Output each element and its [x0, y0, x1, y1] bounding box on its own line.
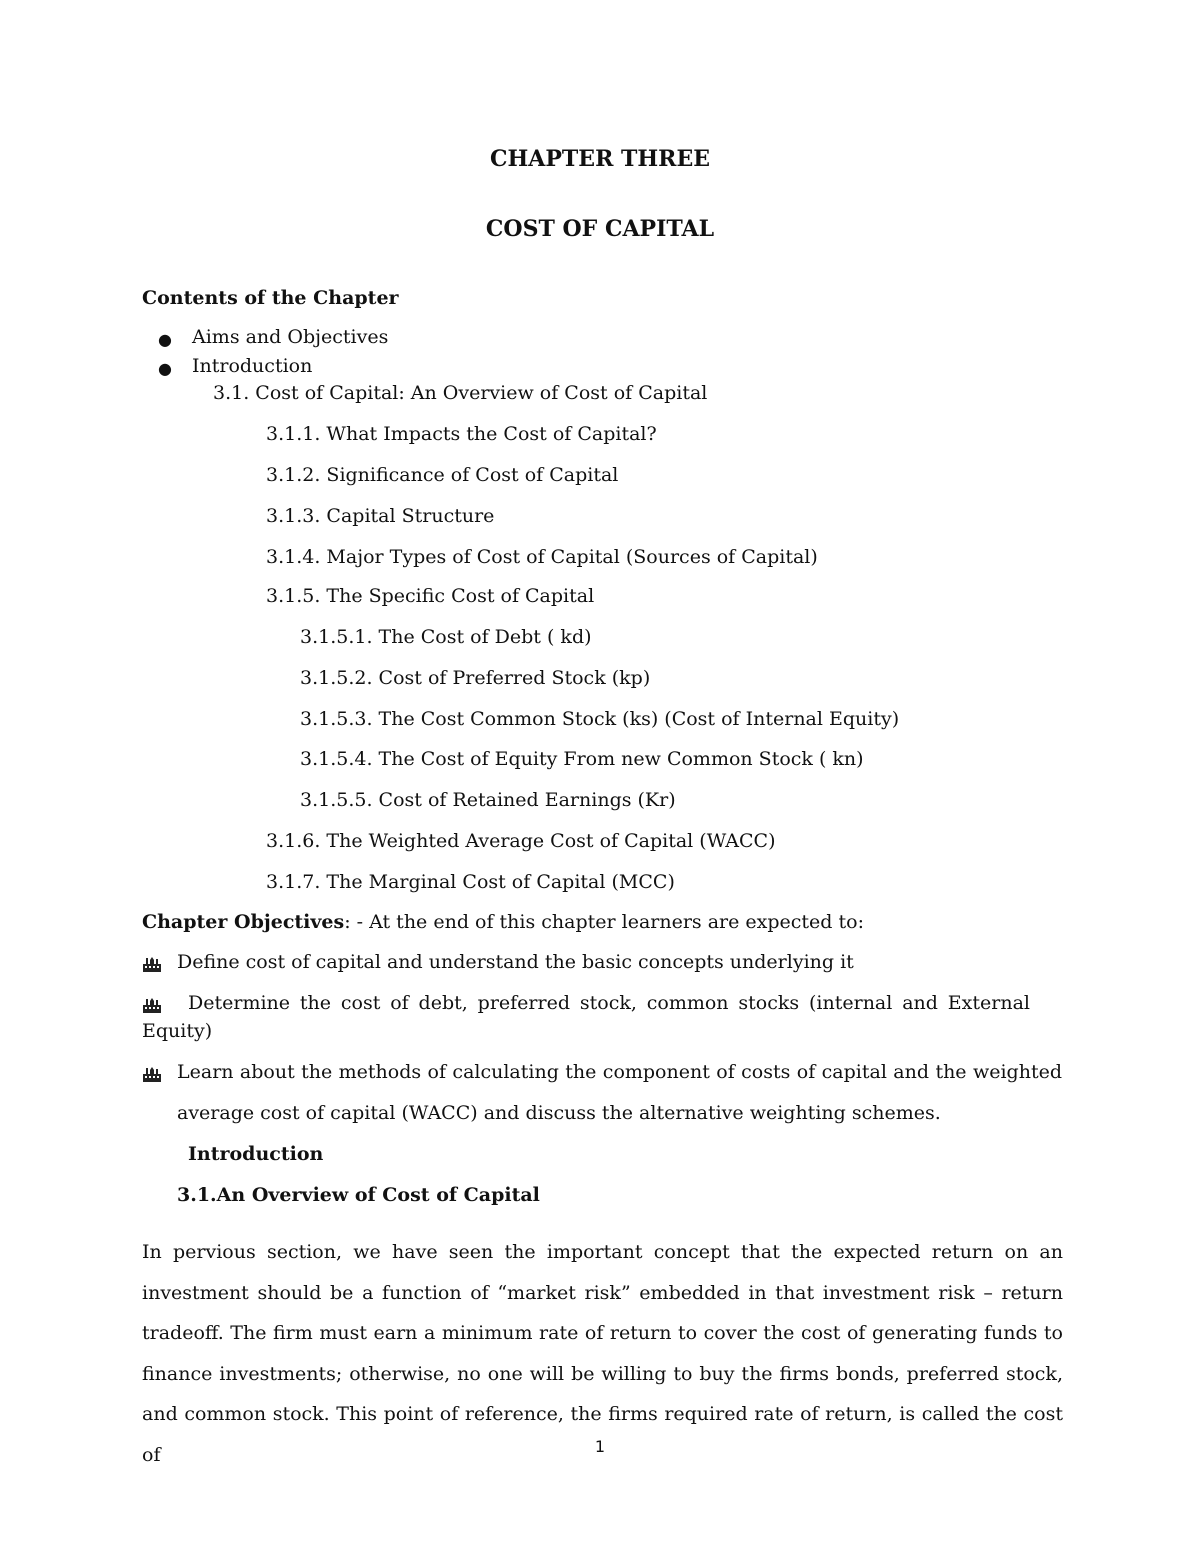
- paragraph-line: finance investments; otherwise, no one will be willing to buy the firms bonds, preferred stock,: [142, 1362, 1063, 1385]
- toc-entry: 3.1.5. The Specific Cost of Capital: [266, 585, 595, 607]
- objective-item-continued: Equity): [142, 1020, 213, 1042]
- chapter-label: CHAPTER THREE: [490, 146, 710, 172]
- objective-item-continued: average cost of capital (WACC) and discuss the alternative weighting schemes.: [177, 1102, 941, 1124]
- paragraph-line: investment should be a function of “market risk” embedded in that investment risk – return: [142, 1281, 1063, 1304]
- paragraph-line: In pervious section, we have seen the important concept that the expected return on an: [142, 1241, 1063, 1263]
- building-icon: [142, 996, 162, 1014]
- objective-item: Learn about the methods of calculating the component of costs of capital and the weighted: [177, 1061, 1062, 1083]
- bullet-icon: ●: [158, 330, 172, 349]
- toc-entry: 3.1.5.4. The Cost of Equity From new Common Stock ( kn): [300, 748, 864, 770]
- contents-bullet: Introduction: [192, 355, 313, 377]
- objectives-intro-text: : - At the end of this chapter learners are expected to:: [344, 911, 864, 933]
- objective-item: Determine the cost of debt, preferred stock, common stocks (internal and External: [188, 992, 1030, 1014]
- toc-entry: 3.1.2. Significance of Cost of Capital: [266, 464, 619, 486]
- toc-entry: 3.1.7. The Marginal Cost of Capital (MCC): [266, 871, 675, 893]
- toc-entry: 3.1.4. Major Types of Cost of Capital (Sources of Capital): [266, 546, 818, 568]
- section-heading: 3.1.An Overview of Cost of Capital: [177, 1184, 540, 1206]
- toc-entry: 3.1.1. What Impacts the Cost of Capital?: [266, 423, 657, 445]
- toc-entry: 3.1. Cost of Capital: An Overview of Cost of Capital: [213, 382, 708, 404]
- contents-heading: Contents of the Chapter: [142, 287, 399, 309]
- intro-heading: Introduction: [188, 1143, 324, 1165]
- bullet-icon: ●: [158, 359, 172, 378]
- contents-bullet: Aims and Objectives: [192, 326, 389, 348]
- toc-entry: 3.1.5.2. Cost of Preferred Stock (kp): [300, 667, 651, 689]
- objectives-intro: [142, 911, 864, 933]
- objectives-label: Chapter Objectives: [142, 911, 345, 933]
- toc-entry: 3.1.5.1. The Cost of Debt ( kd): [300, 626, 592, 648]
- building-icon: [142, 1065, 162, 1083]
- page-number: 1: [594, 1437, 606, 1456]
- paragraph-line: and common stock. This point of reference, the firms required rate of return, is called the cost of: [142, 1403, 1063, 1466]
- toc-entry: 3.1.3. Capital Structure: [266, 505, 495, 527]
- chapter-title: COST OF CAPITAL: [485, 216, 715, 242]
- toc-entry: 3.1.5.3. The Cost Common Stock (ks) (Cost of Internal Equity): [300, 708, 900, 730]
- objective-item: Define cost of capital and understand the basic concepts underlying it: [177, 951, 854, 973]
- toc-entry: 3.1.6. The Weighted Average Cost of Capital (WACC): [266, 830, 776, 852]
- paragraph-line: tradeoff. The firm must earn a minimum rate of return to cover the cost of generating funds to: [142, 1322, 1063, 1344]
- toc-entry: 3.1.5.5. Cost of Retained Earnings (Kr): [300, 789, 676, 811]
- building-icon: [142, 955, 162, 973]
